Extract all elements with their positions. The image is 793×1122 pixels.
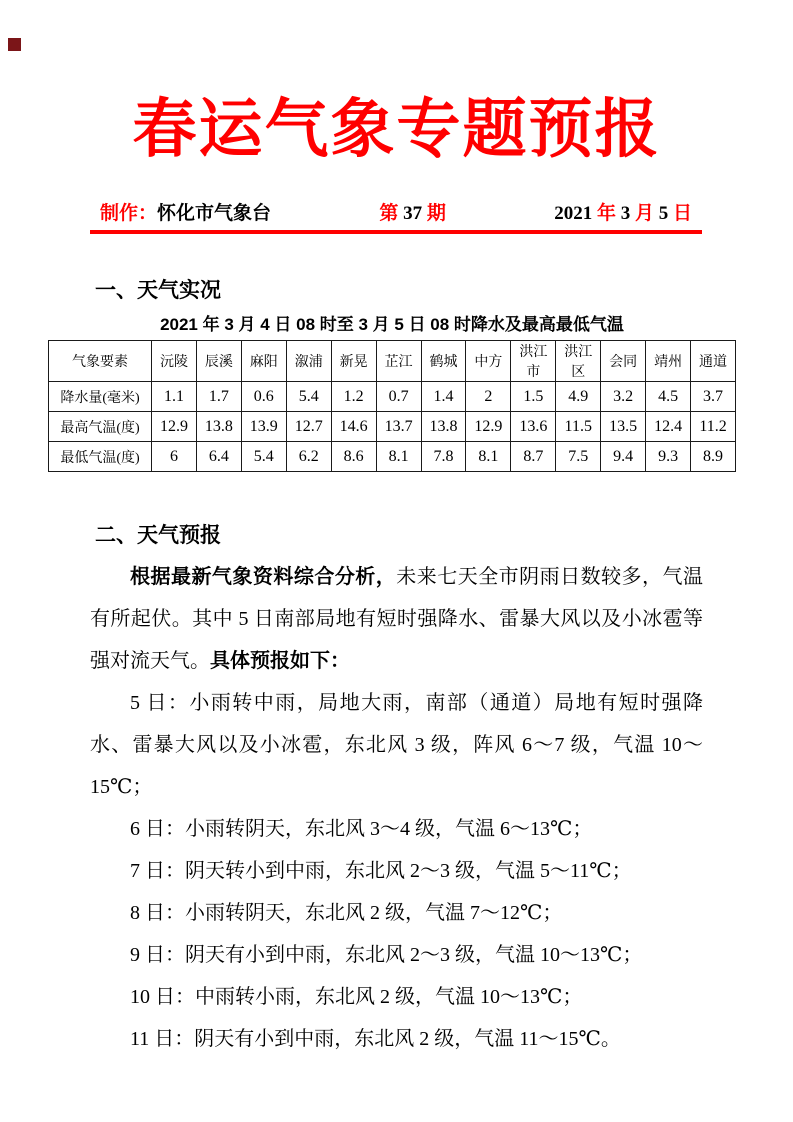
table-cell: 8.1 <box>466 442 511 472</box>
text-segment: 期 <box>422 203 446 224</box>
producer-label <box>100 198 271 225</box>
table-cell: 1.1 <box>152 382 197 412</box>
text-segment: 未来七天全市阴雨日数较多，气温有所起伏。其中 5 日南部局地有短时强降水、雷暴大风以及小冰雹等强对流天气。 <box>90 566 704 672</box>
table-cell: 5.4 <box>286 382 331 412</box>
column-header: 洪江区 <box>556 341 601 382</box>
column-header: 新晃 <box>331 341 376 382</box>
producer-line <box>100 198 692 225</box>
table-header-row <box>49 341 736 382</box>
forecast-item: 7 日：阴天转小到中雨，东北风 2～3 级，气温 5～11℃； <box>130 860 632 882</box>
table-cell: 8.6 <box>331 442 376 472</box>
forecast-body <box>90 556 703 1060</box>
forecast-item: 6 日：小雨转阴天，东北风 3～4 级，气温 6～13℃； <box>130 818 593 840</box>
column-header: 芷江 <box>376 341 421 382</box>
table-title: 2021 年 3 月 4 日 08 时至 3 月 5 日 08 时降水及最高最低气温 <box>160 315 624 334</box>
table-cell: 4.9 <box>556 382 601 412</box>
forecast-intro-paragraph <box>90 556 703 682</box>
page-corner-mark <box>8 38 21 51</box>
issue-number <box>379 198 446 225</box>
column-header: 鹤城 <box>421 341 466 382</box>
forecast-item: 10 日：中雨转小雨，东北风 2 级，气温 10～13℃； <box>130 986 583 1008</box>
table-cell: 9.4 <box>601 442 646 472</box>
table-cell: 13.6 <box>511 412 556 442</box>
table-cell: 7.8 <box>421 442 466 472</box>
text-segment: 年 <box>596 203 616 224</box>
text-segment: 3 <box>615 203 635 224</box>
column-header: 溆浦 <box>286 341 331 382</box>
header-divider <box>90 230 702 234</box>
table-cell: 12.9 <box>152 412 197 442</box>
text-segment: 5 <box>653 203 673 224</box>
forecast-item: 9 日：阴天有小到中雨，东北风 2～3 级，气温 10～13℃； <box>130 944 643 966</box>
text-segment: 37 <box>403 203 423 224</box>
table-cell: 5.4 <box>241 442 286 472</box>
table-cell: 3.2 <box>601 382 646 412</box>
forecast-item: 5 日：小雨转中雨，局地大雨，南部（通道）局地有短时强降水、雷暴大风以及小冰雹，东北风 3 级，阵风 6～7 级，气温 10～15℃； <box>90 692 703 798</box>
table-cell: 12.7 <box>286 412 331 442</box>
table-cell: 6 <box>152 442 197 472</box>
table-cell: 13.8 <box>196 412 241 442</box>
text-segment: 制作： <box>100 203 158 224</box>
table-cell: 1.5 <box>511 382 556 412</box>
column-header: 会同 <box>601 341 646 382</box>
table-cell: 8.7 <box>511 442 556 472</box>
text-segment: 根据最新气象资料综合分析， <box>130 566 397 588</box>
table-cell: 13.7 <box>376 412 421 442</box>
table-cell: 0.6 <box>241 382 286 412</box>
text-segment: 怀化市气象台 <box>157 203 272 224</box>
forecast-item: 8 日：小雨转阴天，东北风 2 级，气温 7～12℃； <box>130 902 563 924</box>
column-header: 辰溪 <box>196 341 241 382</box>
table-cell: 11.5 <box>556 412 601 442</box>
column-header: 中方 <box>466 341 511 382</box>
table-cell: 6.2 <box>286 442 331 472</box>
weather-observation-table <box>48 340 736 472</box>
table-cell: 13.5 <box>601 412 646 442</box>
table-row <box>49 442 736 472</box>
table-cell: 1.4 <box>421 382 466 412</box>
table-cell: 4.5 <box>646 382 691 412</box>
table-cell: 1.2 <box>331 382 376 412</box>
column-header: 洪江市 <box>511 341 556 382</box>
table-cell: 13.9 <box>241 412 286 442</box>
table-cell: 2 <box>466 382 511 412</box>
issue-date <box>554 198 692 225</box>
column-header: 沅陵 <box>152 341 197 382</box>
table-cell: 7.5 <box>556 442 601 472</box>
table-cell: 14.6 <box>331 412 376 442</box>
section-heading-weather-forecast: 二、天气预报 <box>95 524 221 547</box>
text-segment: 日 <box>672 203 692 224</box>
section-heading-weather-actual: 一、天气实况 <box>95 279 221 302</box>
table-cell: 8.1 <box>376 442 421 472</box>
table-cell: 12.4 <box>646 412 691 442</box>
table-cell: 6.4 <box>196 442 241 472</box>
table-row <box>49 412 736 442</box>
table-cell: 3.7 <box>691 382 736 412</box>
column-header: 通道 <box>691 341 736 382</box>
table-cell: 8.9 <box>691 442 736 472</box>
text-segment: 月 <box>634 203 654 224</box>
table-cell: 13.8 <box>421 412 466 442</box>
column-header: 靖州 <box>646 341 691 382</box>
forecast-item-list <box>90 682 703 1060</box>
text-segment: 具体预报如下： <box>210 650 350 672</box>
table-cell: 9.3 <box>646 442 691 472</box>
row-label: 最低气温(度) <box>49 442 152 472</box>
row-label: 降水量(毫米) <box>49 382 152 412</box>
table-cell: 11.2 <box>691 412 736 442</box>
row-label: 最高气温(度) <box>49 412 152 442</box>
column-header: 气象要素 <box>49 341 152 382</box>
table-cell: 0.7 <box>376 382 421 412</box>
text-segment: 2021 <box>554 203 597 224</box>
text-segment: 第 <box>379 203 404 224</box>
table-cell: 1.7 <box>196 382 241 412</box>
table-cell: 12.9 <box>466 412 511 442</box>
column-header: 麻阳 <box>241 341 286 382</box>
forecast-item: 11 日：阴天有小到中雨，东北风 2 级，气温 11～15℃。 <box>130 1028 621 1050</box>
table-row <box>49 382 736 412</box>
page-title: 春运气象专题预报 <box>132 94 661 165</box>
